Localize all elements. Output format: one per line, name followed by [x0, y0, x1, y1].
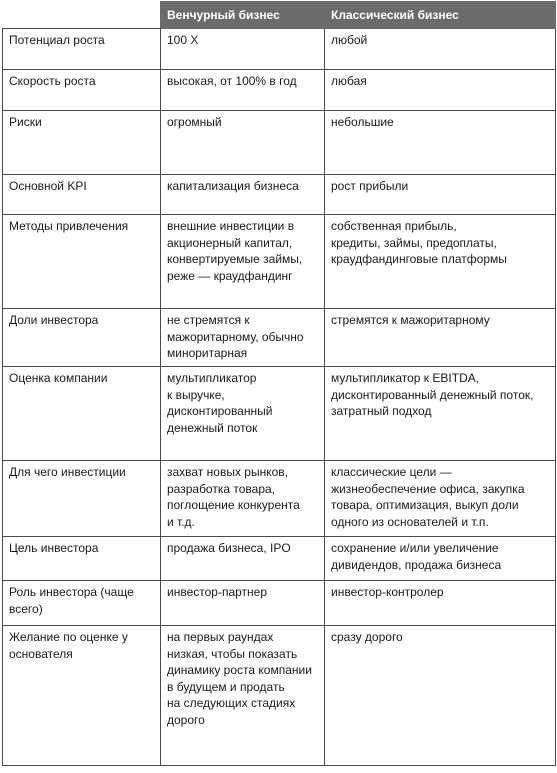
- table-row: [3, 111, 556, 175]
- classic-cell: сразу дорого: [325, 626, 556, 766]
- header-row: [3, 2, 556, 29]
- classic-cell: мультипликатор к EBITDA, дисконтированный денежный поток, затратный подход: [325, 367, 556, 461]
- table-row: [3, 461, 556, 537]
- table-row: [3, 29, 556, 70]
- table-row: [3, 215, 556, 309]
- venture-cell: капитализация бизнеса: [161, 175, 325, 215]
- classic-cell: инвестор-контролер: [325, 581, 556, 626]
- venture-cell: внешние инвестиции в акционерный капитал, конвертируемые займы, реже — краудфандинг: [161, 215, 325, 309]
- header-classic: Классический бизнес: [325, 2, 556, 29]
- venture-cell: продажа бизнеса, IPO: [161, 537, 325, 581]
- row-label: Желание по оценке у основателя: [3, 626, 161, 766]
- venture-cell: огромный: [161, 111, 325, 175]
- row-label: Скорость роста: [3, 70, 161, 111]
- row-label: Доли инвестора: [3, 309, 161, 367]
- venture-cell: высокая, от 100% в год: [161, 70, 325, 111]
- venture-cell: не стремятся к мажоритарному, обычно миноритарная: [161, 309, 325, 367]
- classic-cell: стремятся к мажоритарному: [325, 309, 556, 367]
- table-row: [3, 626, 556, 766]
- row-label: Цель инвестора: [3, 537, 161, 581]
- classic-cell: собственная прибыль, кредиты, займы, предоплаты, краудфандинговые платформы: [325, 215, 556, 309]
- table-row: [3, 581, 556, 626]
- row-label: Потенциал роста: [3, 29, 161, 70]
- venture-cell: мультипликатор к выручке, дисконтированный денежный поток: [161, 367, 325, 461]
- header-venture: Венчурный бизнес: [161, 2, 325, 29]
- table-row: [3, 175, 556, 215]
- venture-cell: инвестор-партнер: [161, 581, 325, 626]
- comparison-table: [2, 1, 556, 766]
- classic-cell: рост прибыли: [325, 175, 556, 215]
- row-label: Методы привлечения: [3, 215, 161, 309]
- classic-cell: любая: [325, 70, 556, 111]
- classic-cell: сохранение и/или увеличение дивидендов, продажа бизнеса: [325, 537, 556, 581]
- row-label: Роль инвестора (чаще всего): [3, 581, 161, 626]
- table-row: [3, 309, 556, 367]
- venture-cell: захват новых рынков, разработка товара, поглощение конкурента и т.д.: [161, 461, 325, 537]
- venture-cell: на первых раундах низкая, чтобы показать динамику роста компании в будущем и продать на следующих стадиях дорого: [161, 626, 325, 766]
- classic-cell: небольшие: [325, 111, 556, 175]
- table-row: [3, 70, 556, 111]
- venture-cell: 100 Х: [161, 29, 325, 70]
- classic-cell: любой: [325, 29, 556, 70]
- row-label: Для чего инвестиции: [3, 461, 161, 537]
- row-label: Основной KPI: [3, 175, 161, 215]
- row-label: Риски: [3, 111, 161, 175]
- row-label: Оценка компании: [3, 367, 161, 461]
- header-blank: [3, 2, 161, 29]
- classic-cell: классические цели — жизнеобеспечение офиса, закупка товара, оптимизация, выкуп доли одного из основателей и т.п.: [325, 461, 556, 537]
- table-row: [3, 367, 556, 461]
- table-row: [3, 537, 556, 581]
